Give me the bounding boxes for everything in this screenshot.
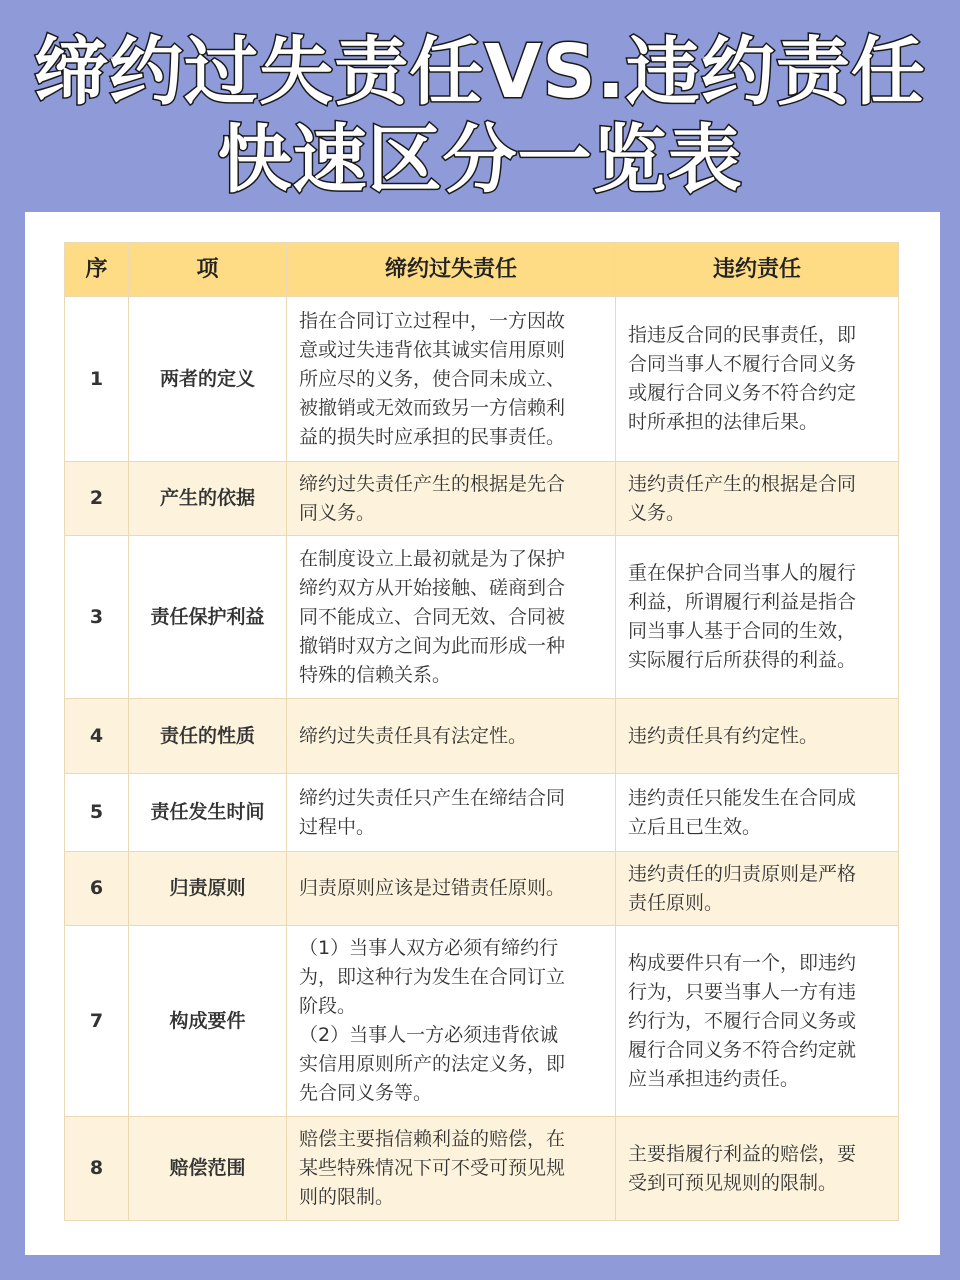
row-index: 3: [65, 536, 129, 699]
row-index: 6: [65, 852, 129, 926]
page-title-line2: 快速区分一览表: [217, 117, 743, 203]
breach-liability-cell: 违约责任具有约定性。: [616, 699, 899, 774]
breach-liability-cell: 违约责任只能发生在合同成 立后且已生效。: [616, 774, 899, 852]
precontract-liability-cell: 指在合同订立过程中，一方因故 意或过失违背依其诚实信用原则 所应尽的义务，使合同未成立、 被撤销或无效而致另一方信赖利 益的损失时应承担的民事责任。: [287, 297, 616, 462]
breach-liability-cell: 重在保护合同当事人的履行 利益，所谓履行利益是指合 同当事人基于合同的生效， 实际履行后所获得的利益。: [616, 536, 899, 699]
precontract-liability-cell: （1）当事人双方必须有缔约行 为，即这种行为发生在合同订立 阶段。 （2）当事人一方必须违背依诚 实信用原则所产的法定义务，即 先合同义务等。: [287, 926, 616, 1117]
precontract-liability-cell: 缔约过失责任只产生在缔结合同 过程中。: [287, 774, 616, 852]
row-index: 4: [65, 699, 129, 774]
header-item: 项: [129, 243, 287, 297]
table-header-row: [65, 243, 899, 297]
table-row: [65, 462, 899, 536]
breach-liability-cell: 违约责任的归责原则是严格 责任原则。: [616, 852, 899, 926]
breach-liability-cell: 指违反合同的民事责任，即 合同当事人不履行合同义务 或履行合同义务不符合约定 时所承担的法律后果。: [616, 297, 899, 462]
row-index: 2: [65, 462, 129, 536]
row-item: 构成要件: [129, 926, 287, 1117]
precontract-liability-cell: 在制度设立上最初就是为了保护 缔约双方从开始接触、磋商到合 同不能成立、合同无效、合同被 撤销时双方之间为此而形成一种 特殊的信赖关系。: [287, 536, 616, 699]
table-row: [65, 852, 899, 926]
row-item: 归责原则: [129, 852, 287, 926]
table-row: [65, 536, 899, 699]
row-index: 1: [65, 297, 129, 462]
header-index: 序: [65, 243, 129, 297]
table-row: [65, 297, 899, 462]
breach-liability-cell: 构成要件只有一个，即违约 行为，只要当事人一方有违 约行为，不履行合同义务或 履行合同义务不符合约定就 应当承担违约责任。: [616, 926, 899, 1117]
table-row: [65, 1117, 899, 1221]
row-item: 责任的性质: [129, 699, 287, 774]
row-item: 责任发生时间: [129, 774, 287, 852]
table-row: [65, 774, 899, 852]
row-index: 8: [65, 1117, 129, 1221]
breach-liability-cell: 主要指履行利益的赔偿，要 受到可预见规则的限制。: [616, 1117, 899, 1221]
header-breach-liability: 违约责任: [616, 243, 899, 297]
row-index: 7: [65, 926, 129, 1117]
row-index: 5: [65, 774, 129, 852]
table-row: [65, 699, 899, 774]
page-title-line1: 缔约过失责任VS.违约责任: [34, 29, 926, 115]
precontract-liability-cell: 归责原则应该是过错责任原则。: [287, 852, 616, 926]
breach-liability-cell: 违约责任产生的根据是合同 义务。: [616, 462, 899, 536]
table-row: [65, 926, 899, 1117]
row-item: 赔偿范围: [129, 1117, 287, 1221]
precontract-liability-cell: 缔约过失责任产生的根据是先合 同义务。: [287, 462, 616, 536]
comparison-table: [64, 242, 899, 1221]
precontract-liability-cell: 赔偿主要指信赖利益的赔偿，在 某些特殊情况下可不受可预见规 则的限制。: [287, 1117, 616, 1221]
precontract-liability-cell: 缔约过失责任具有法定性。: [287, 699, 616, 774]
row-item: 两者的定义: [129, 297, 287, 462]
row-item: 责任保护利益: [129, 536, 287, 699]
row-item: 产生的依据: [129, 462, 287, 536]
header-precontract-liability: 缔约过失责任: [287, 243, 616, 297]
